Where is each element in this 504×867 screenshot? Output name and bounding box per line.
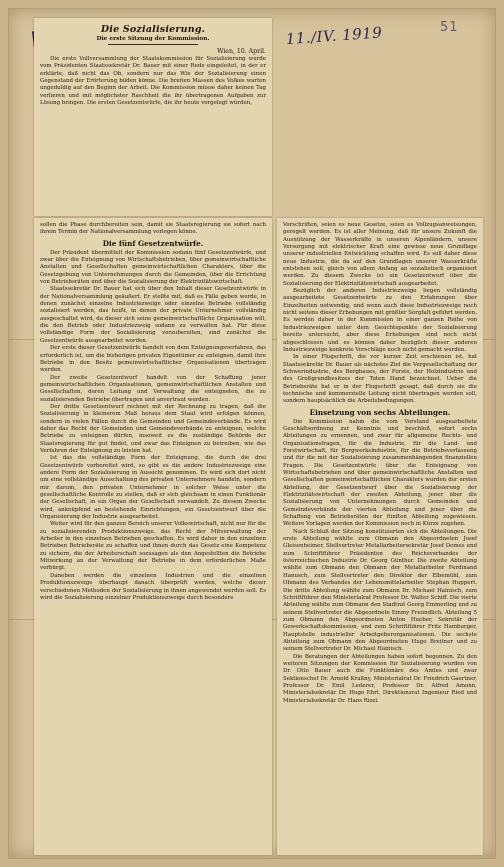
section-title: Die fünf Gesetzentwürfe. xyxy=(102,238,204,248)
article-title: Die Sozialisierung. xyxy=(100,24,206,35)
article-paragraph: Ist das die vollständige Form der Enteignung, die durch die drei Gesetzentwürfe vorbereitet wird, so gibt es die andere Industriezweige eine andere Form der Sozialisierung in Aussicht genommen. Es wird sich dort nicht um eine vollständige Ausschaltung des privaten Unternehmers handeln, sondern mir darum, den privaten Unternehmer in solcher Weise unter die gesellschaftliche Kontrolle zu stellen, daß er sich gleichsam in einen Funktionär der Gesellschaft, in ein Organ der Gesellschaft verwandelt. Zu diesem Zwecke wird, anknüpfend an bestehende Einrichtungen, ein Gesetzentwurf über die Organisierung der Industrie ausgearbeitet. xyxy=(40,455,266,521)
section-title: Einsetzung von sechs Abteilungen. xyxy=(309,407,451,417)
page-number: 51 xyxy=(440,20,459,35)
clipping-right-column xyxy=(277,218,483,855)
article-paragraph: Nach Schluß der Sitzung konstituierten sich die Abteilungen. Die erste Abteilung wählte zum Obmann den Abgeordneten Josef Gleisenheimer, Stellvertreter Metallarbeitersekretär Josef Domes und zum Schriftführer Präsidenten des Reichsverbandes der österreichischen Industrie Dr. Georg Günther. Die zweite Abteilung wählte zum Obmann den Obmann der Metallarbeiter Ferdinand Hanusch, zum Stellvertreter den Direktor der Elbemühl, zum Obmann des Verbandes der Lebensmittelarbeiter Stephan Huppert. Die dritte Abteilung wählte zum Obmann Dr. Michael Hainisch, zum Schriftführer den Ministerialrat Professor Dr. Walter Schiff. Die vierte Abteilung wählte zum Obmann den Stadtrat Georg Emmerling und zu seinem Stellvertreter die Abgeordnete Emmy Freundlich. Abteilung 5 zum Obmann den Abgeordneten Anton Hueber, Sekretär der Gewerkschaftskommission, und zum Schriftführer Fritz Hamburger, Hauptstelle industrieller Arbeitgeberorganisationen. Die sechste Abteilung zum Obmann den Abgeordneten Hugo Breitner und zu seinem Stellvertreter Dr. Michael Hainisch. xyxy=(283,528,477,653)
article-paragraph: Vorschriften, seien es neue Gesetze, seien es Vollzugsanweisungen, geregelt werden. Es ist aller Meinung, daß für unsere Zukunft die Ausnützung der Wasserkräfte in unseren Alpenländern, unsere Versorgung mit elektrischer Kraft eine gewisse neue Grundlage unserer industriellen Entwicklung schaffen wird. Es soll daher diese neue Industrie, die da auf den Grundlagen unserer Wasserkräfte entstehen soll, gleich von allem Anfang an sozialistisch organisiert werden. Zu diesem Zwecke ist ein Gesetzentwurf über die Sozialisierung der Elektrizitätswirtschaft ausgearbeitet. xyxy=(283,222,477,287)
handwritten-date: 11./IV. 1919 xyxy=(285,23,383,49)
clipping-left-column xyxy=(34,218,272,855)
article-paragraph: Der Präsident übermittelt der Kommission sodann fünf Gesetzentwürfe, und zwar über die Enteignung von Wirtschaftsbetrieben, über gemeinwirtschaftliche Anstalten und Gesellschaften gemeinwirtschaftlichen Charakters, über die Gesetzgebung von Unternehmungen durch die Gemeinden, über die Errichtung von Betriebsräten und über die Sozialisierung der Elektrizitätswirtschaft. xyxy=(40,249,266,286)
article-paragraph: Bezüglich der anderen Industriezweige liegen vollständig ausgearbeitete Gesetzentwürfe zu den Erfahrungen über Einzelheiten notwendig, und wenn auch diese Industriezweige noch nicht seitens dieser Erhebungen mit größter Sorgfalt geführt werden. Es werden daher in der Kommission in einer ganzen Reihe von Industriezweigen unter dem Gesichtspunkte der Sozialisierung bereits untersucht, aber diese Erhebungen sind noch nicht abgeschlossen und es können daher bezüglich dieser anderen Industriezweige konkrete Vorschläge noch nicht gemacht werden. xyxy=(283,288,477,353)
article-subtitle: Die erste Sitzung der Kommission. xyxy=(40,36,266,45)
article-dateline: Wien, 10. April. xyxy=(217,48,266,55)
article-paragraph: In einer Flugschrift, die vor kurzer Zeit erschienen ist, hat Staatssekretär Dr. Bauer als nächstes Ziel die Vergesellschaftung der Schwerindustrie, des Bergbaues, der Forste, der Holzindustrie und des Großgrundbesitzes der Toten Hand bezeichnet. Ueber die Betriebsräte hat er in der Flugschrift gesagt, daß durch sie die technische und kommerzielle Leitung nicht übertragen werden soll, sondern hauptsächlich die Arbeitsbedingungen. xyxy=(283,354,477,405)
article-paragraph: sollen die Phase durchbereiten sein, damit sie Staatsregierung sie sofort nach ihrem Termin der Nationalversammlung vorlegen könne. xyxy=(40,222,266,236)
article-paragraph: Die erste Vollversammlung der Staatskommission für Sozialisierung wurde vom Präsidenten Staatssekretär Dr. Bauer mit einer Rede eingeleitet, in der er erklärte, daß nicht das Ob, sondern nur das Wie der Sozialisierung einen Gegenstand der Erörterung bilden könne. Die breiten Massen des Volkes warten ungeduldig auf den Beginn der Arbeit. Die Kommission müsse daher keinen Tag verlieren und mit möglichster Raschheit die ihr übertragenen Aufgaben zur Lösung bringen. Die ersten Gesetzentwürfe, die ihr heute vorgelegt würden, xyxy=(40,56,266,107)
clipping-top xyxy=(34,18,272,216)
article-paragraph: Die Kommission nahm die vom Vorstand ausgearbeitete Geschäftsordnung zur Kenntnis und beschloß, sofort sechs Abteilungen zu ernennen, und zwar für allgemeine Rechts- und Organisationsfragen, für die Industrie, für die Land- und Forstwirtschaft, für Bergwerksindustrie, für die Betriebsverfassung und für die mit der Sozialisierung zusammenhängenden finanziellen Fragen. Die Gesetzentwürfe über die Enteignung von Wirtschaftsbetrieben und über gemeinwirtschaftliche Anstalten und Gesellschaften gemeinwirtschaftlichen Charakters wurden der ersten Abteilung, der Gesetzentwurf über die Sozialisierung der Elektrizitätswirtschaft der zweiten Abteilung, jener über die Sozialisierung von Unternehmungen durch Gemeinden und Gemeindeverbände der vierten Abteilung und jener über die Schaffung von Betriebsräten der fünften Abteilung zugewiesen. Weitere Vorlagen werden der Kommission noch in Kürze zugehen. xyxy=(283,418,477,528)
article-paragraph: Der erste dieser Gesetzentwürfe handelt von dem Enteignungsverfahren, das erforderlich ist, um die bisherigen privaten Eigentümer zu enteignen, damit ihre Betriebe in den Besitz gemeinwirtschaftlicher Organisationen übertragen werden. xyxy=(40,345,266,374)
article-paragraph: Weiter wird für den ganzen Bereich unserer Volkswirtschaft, nicht nur für die zu sozialisierenden Produktionszweige, das Recht der Mitverwaltung der Arbeiter in den einzelnen Betrieben geschaffen. Es wird daher in den einzelnen Betrieben Betriebsräte zu schaffen und ihnen durch das Gesetz eine Kompetenz zu sichern, die der Arbeiterschaft sozusagen als den Angestellten die Betriebe Mitwirkung an der Verwaltung der Betriebe in dem erforderlichen Maße verbürgt. xyxy=(40,521,266,572)
article-paragraph: Der zweite Gesetzentwurf handelt von der Schaffung jener gemeinwirtschaftlichen Organisationen, gemeinwirtschaftlichen Anstalten und Gesellschaften, deren Leitung und Verwaltung die enteigneten, die zu sozialisierenden Betriebe übertragen und anvertraut werden. xyxy=(40,374,266,403)
article-paragraph: Die Beratungen der Abteilungen haben sofort begonnen. Zu den weiteren Sitzungen der Kommission für Sozialisierung wurden von Dr. Otto Bauer auch die Funktionäre des Amtes und zwar Sektionschef Dr. Arnold Kraßny, Ministerialrat Dr. Friedrich Gaertner, Professor Dr. Emil Lederer, Professor Dr. Alfred Amonn, Ministerialsekretär Dr. Hugo Ehrl, Direktionsrat Ingenieur Ried und Ministerialsekretär Dr. Hans Rizzi. xyxy=(283,653,477,704)
article-paragraph: Der dritte Gesetzentwurf rechnet mit der Rechnung zu tragen, daß die Sozialisierung in kleinerem Maß heraus dem Staat wird erfolgen können, sondern in vielen Fällen durch die Gemeinden und Gemeindeverbände. Es wird daher das Recht der Gemeinden und Gemeindeverbände zu enteignen, welche Betriebe zu enteignen dürfen, insoweit es die zuständige Behörde der Staatsregierung für gut findet, und zwar das Enteignen zu betreiben, wie das Verfahren der Enteignung zu leisten hat. xyxy=(40,403,266,454)
article-paragraph: Staatssekretär Dr. Bauer hat sich über den Inhalt dieser Gesetzentwürfe in der Nationalversammlung geäußert. Er stellte mit, daß es Fälle geben werde, in denen zunächst einzelne Industriezweige oder einzelne Betriebe vollständig sozialisiert werden, das heißt, in denen der private Unternehmer vollständig ausgeschaltet wird, da dieser sich seine gemeinwirtschaftliche Organisation will, die den Betrieb oder Industriezweig sodann zu verwalten hat. Für diese vollständige Form der Sozialisierung vorzubereiten, sind zunächst die Gesetzentwürfe ausgearbeitet worden. xyxy=(40,286,266,344)
article-paragraph: Daneben werden die einzelnen Industrien und die einzelnen Produktionszweige überhaupt danach überprüft werden, welche dieser verschiedenen Methoden der Sozialisierung in ihnen angewendet werden soll. Es wird die Sozialisierung einzelner Produktionszweige durch besondere xyxy=(40,572,266,601)
